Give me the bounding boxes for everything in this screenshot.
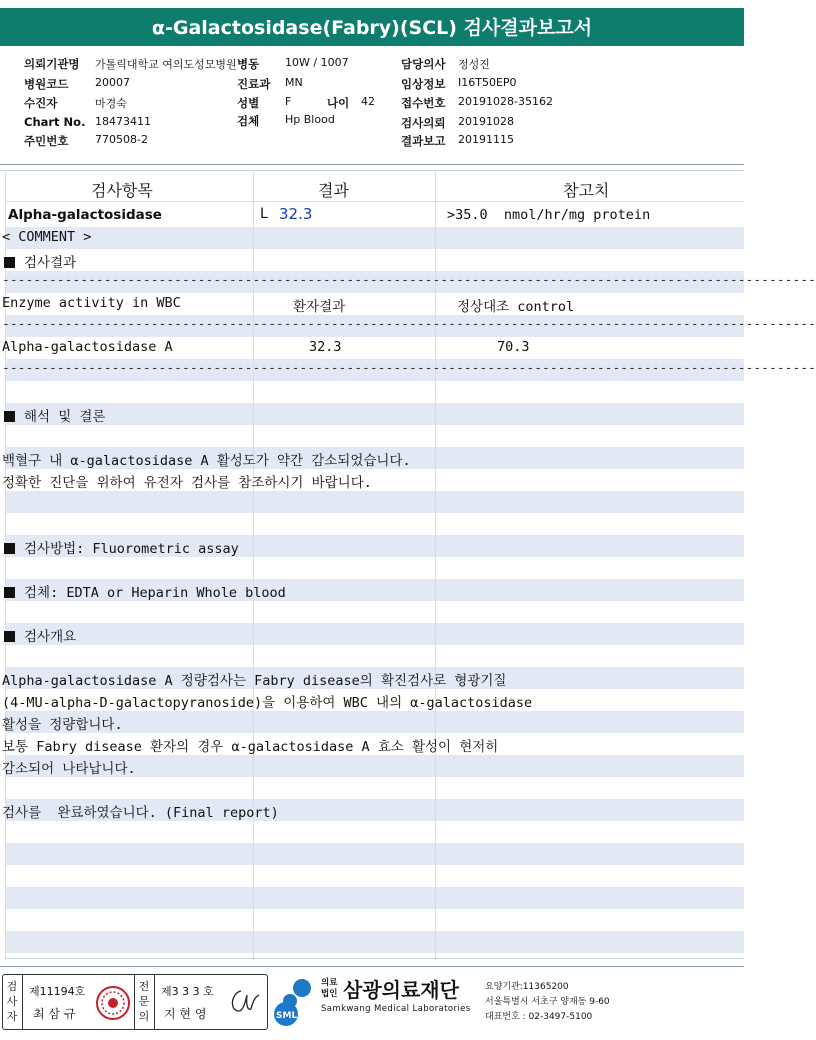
- value-department: MN: [285, 76, 303, 89]
- overview-line: (4-MU-alpha-D-galactopyranoside)을 이용하여 WBC 내의 α-galactosidase: [2, 695, 533, 711]
- header-underline: [5, 201, 744, 202]
- value-chart-no: 18473411: [95, 115, 151, 128]
- signature-icon: [225, 985, 261, 1019]
- org-address: 서울특별시 서초구 양재동 9-60: [485, 997, 610, 1007]
- header-reference: 참고치: [563, 181, 610, 200]
- overview-line: Alpha-galactosidase A 정량검사는 Fabry disease의 확진검사로 형광기질: [2, 673, 507, 689]
- square-bullet-icon: [4, 411, 15, 422]
- sml-logo-icon: [272, 976, 316, 1026]
- label-resident-no: 주민번호: [24, 134, 69, 148]
- method: [4, 537, 239, 557]
- column-line: [5, 170, 6, 960]
- org-name-english: Samkwang Medical Laboratories: [321, 1004, 471, 1014]
- value-resident-no: 770508-2: [95, 133, 148, 146]
- section-interpretation: [4, 405, 105, 425]
- dash-line: --------------------------------------------------------------------------------------------------------: [2, 361, 816, 376]
- specimen: [4, 581, 286, 601]
- value-receipt-no: 20191028-35162: [458, 95, 553, 108]
- table-bottom: [5, 958, 744, 959]
- result-value: 32.3: [279, 205, 313, 223]
- value-report-date: 20191115: [458, 133, 514, 146]
- result-flag: L: [260, 206, 268, 222]
- column-line: [435, 170, 436, 960]
- overview-line: 보통 Fabry disease 환자의 경우 α-galactosidase A 효소 활성이 현저히: [2, 739, 499, 755]
- specialist-name: 지 현 영: [164, 1007, 207, 1021]
- patient-value: 32.3: [309, 339, 342, 355]
- label-hospital-code: 병원코드: [24, 77, 69, 91]
- label-hospital: 의뢰기관명: [24, 57, 80, 71]
- test-item-name: Alpha-galactosidase: [8, 207, 162, 223]
- header-result: 결과: [318, 181, 349, 200]
- value-specimen: Hp Blood: [285, 113, 335, 126]
- value-doctor: 정성진: [458, 58, 490, 71]
- section-overview: [4, 625, 76, 645]
- label-clinical-info: 임상정보: [401, 77, 446, 91]
- col-normal-control: 정상대조 control: [457, 299, 575, 315]
- value-sex: F: [285, 95, 292, 108]
- signature-box: [2, 974, 268, 1030]
- overview-line: 감소되어 나타납니다.: [2, 761, 136, 777]
- header-info: [0, 50, 744, 160]
- tester-name: 최 삼 규: [33, 1007, 76, 1021]
- interpretation-line: 백혈구 내 α-galactosidase A 활성도가 약간 감소되었습니다.: [2, 453, 411, 469]
- label-sex: 성별: [237, 96, 260, 110]
- label-patient: 수진자: [24, 96, 58, 110]
- value-hospital-code: 20007: [95, 76, 130, 89]
- control-value: 70.3: [497, 339, 530, 355]
- label-department: 진료과: [237, 77, 271, 91]
- divider: [0, 164, 744, 165]
- org-phone: 대표번호 : 02-3497-5100: [485, 1012, 593, 1022]
- specialist-label: 전문의: [138, 980, 150, 1023]
- section-interpretation-label: 해석 및 결론: [24, 409, 106, 425]
- value-ward: 10W / 1007: [285, 56, 349, 69]
- red-stamp-icon: [95, 985, 131, 1021]
- comment-tag: < COMMENT >: [2, 229, 92, 245]
- value-clinical-info: I16T50EP0: [458, 76, 517, 89]
- label-receipt-no: 접수번호: [401, 96, 446, 110]
- label-chart-no: Chart No.: [24, 115, 86, 129]
- method-label: 검사방법: Fluorometric assay: [24, 541, 239, 557]
- label-report-date: 결과보고: [401, 134, 446, 148]
- value-age: 42: [361, 95, 375, 108]
- dash-line: --------------------------------------------------------------------------------------------------------: [2, 273, 816, 288]
- square-bullet-icon: [4, 543, 15, 554]
- tester-label: 검사자: [6, 980, 18, 1023]
- org-code: 요양기관:11365200: [485, 982, 569, 992]
- label-doctor: 담당의사: [401, 57, 446, 71]
- value-hospital: 가톨릭대학교 여의도성모병원: [95, 58, 237, 71]
- footer-divider: [0, 966, 744, 967]
- label-ward: 병동: [237, 57, 260, 71]
- org-type: 의료법인: [321, 978, 338, 999]
- col-enzyme-activity: Enzyme activity in WBC: [2, 295, 181, 311]
- section-result: [4, 251, 76, 271]
- label-specimen: 검체: [237, 114, 260, 128]
- square-bullet-icon: [4, 587, 15, 598]
- value-patient: 마경숙: [95, 97, 127, 110]
- section-result-label: 검사결과: [24, 255, 77, 271]
- logo-text: SML: [276, 1011, 298, 1021]
- col-patient-result: 환자결과: [293, 299, 346, 315]
- divider: [0, 170, 744, 171]
- dash-line: --------------------------------------------------------------------------------------------------------: [2, 317, 816, 332]
- value-request-date: 20191028: [458, 115, 514, 128]
- specimen-label: 검체: EDTA or Heparin Whole blood: [24, 585, 286, 601]
- interpretation-line: 정확한 진단을 위하여 유전자 검사를 참조하시기 바랍니다.: [2, 475, 372, 491]
- label-request-date: 검사의뢰: [401, 116, 446, 130]
- header-test-item: 검사항목: [91, 181, 153, 200]
- column-line: [253, 170, 254, 960]
- section-overview-label: 검사개요: [24, 629, 77, 645]
- square-bullet-icon: [4, 631, 15, 642]
- square-bullet-icon: [4, 257, 15, 268]
- reference-range: >35.0 nmol/hr/mg protein: [447, 207, 651, 223]
- label-age: 나이: [327, 96, 350, 110]
- tester-license: 제11194호: [29, 985, 86, 998]
- org-name: 삼광의료재단: [343, 978, 459, 1002]
- overview-line: 활성을 정량합니다.: [2, 717, 123, 733]
- enzyme-name: Alpha-galactosidase A: [2, 339, 173, 355]
- report-title: α-Galactosidase(Fabry)(SCL) 검사결과보고서: [0, 8, 744, 46]
- final-report-note: 검사를 완료하였습니다. (Final report): [2, 805, 279, 821]
- specialist-license: 제3 3 3 호: [161, 985, 214, 998]
